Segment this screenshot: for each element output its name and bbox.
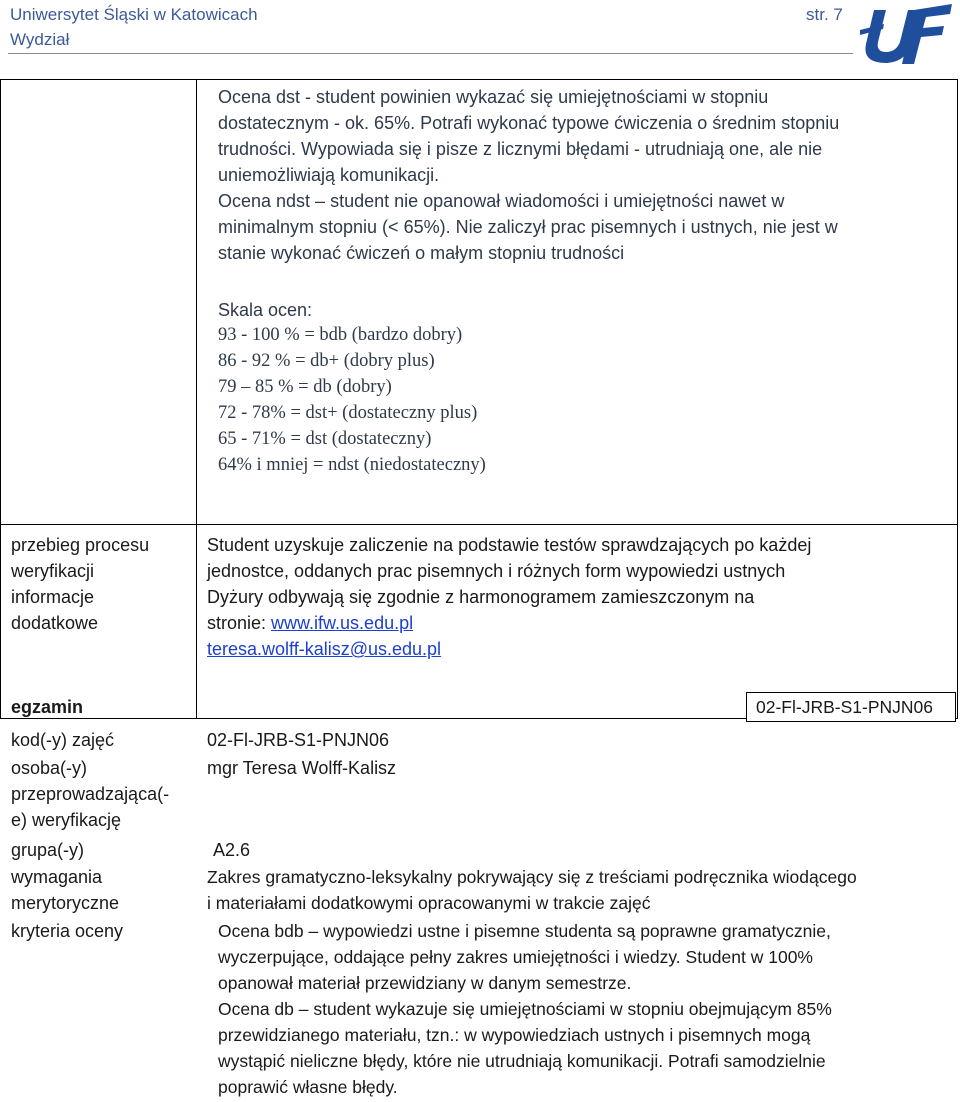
website-line <box>207 610 952 636</box>
table-border-right <box>957 79 958 719</box>
criteria-line: wyczerpujące, oddające pełny zakres umiejętności i wiedzy. Student w 100% <box>218 947 813 967</box>
additional-info-label: dodatkowe <box>11 613 99 633</box>
requirements-line: Zakres gramatyczno-leksykalny pokrywający się z treściami podręcznika wiodącego <box>207 867 857 887</box>
criteria-line: wystąpić nieliczne błędy, które nie utrudniają komunikacji. Potrafi samodzielnie <box>218 1051 826 1071</box>
exam-heading: egzamin <box>11 697 84 717</box>
page-number: str. 7 <box>806 5 843 24</box>
requirements-label <box>11 864 119 916</box>
description-line: trudności. Wypowiada się i pisze z licznymi błędami - utrudniają one, ale nie <box>218 139 823 159</box>
scale-item: 93 - 100 % = bdb (bardzo dobry) <box>218 325 463 345</box>
criteria-value <box>218 918 953 1100</box>
table-border-left <box>0 79 1 719</box>
description-line: stanie wykonać ćwiczeń o małym stopniu trudności <box>218 243 625 263</box>
criteria-line: przewidzianego materiału, tzn.: w wypowiedziach ustnych i pisemnych mogą <box>218 1025 811 1045</box>
description-line: Ocena ndst – student nie opanował wiadomości i umiejętności nawet w <box>218 191 785 211</box>
group-value: A2.6 <box>213 840 251 860</box>
website-link[interactable]: www.ifw.us.edu.pl <box>271 613 414 633</box>
table-column-divider <box>196 79 197 719</box>
additional-info-label: informacje <box>11 587 95 607</box>
table-divider-process <box>0 524 958 525</box>
group-label: grupa(-y) <box>11 840 85 860</box>
requirements-label-line: wymagania <box>11 867 103 887</box>
criteria-line: opanował materiał przewidziany w danym semestrze. <box>218 973 632 993</box>
requirements-value <box>207 864 957 916</box>
course-code-label: kod(-y) zajęć <box>11 730 115 750</box>
criteria-label: kryteria oceny <box>11 921 124 941</box>
scale-item: 65 - 71% = dst (dostateczny) <box>218 429 432 449</box>
examiner-label-line: osoba(-y) <box>11 758 88 778</box>
grading-scale-title: Skala ocen: <box>218 300 313 320</box>
scale-item: 64% i mniej = ndst (niedostateczny) <box>218 455 486 475</box>
criteria-line: Ocena db – student wykazuje się umiejętnościami w stopniu obejmującym 85% <box>218 999 832 1019</box>
faculty-name: Wydział <box>10 30 70 49</box>
examiner-value: mgr Teresa Wolff-Kalisz <box>207 758 397 778</box>
process-labels <box>11 532 191 636</box>
header-divider <box>8 53 853 54</box>
process-text: Student uzyskuje zaliczenie na podstawie testów sprawdzających po każdej <box>207 535 812 555</box>
process-label: weryfikacji <box>11 561 95 581</box>
website-prefix: stronie: <box>207 613 272 633</box>
table-border-top <box>0 79 958 80</box>
examiner-label <box>11 755 169 833</box>
examiner-label-line: e) weryfikację <box>11 810 122 830</box>
exam-code: 02-Fl-JRB-S1-PNJN06 <box>756 697 933 717</box>
process-label: przebieg procesu <box>11 535 150 555</box>
process-content <box>207 532 952 662</box>
university-logo-icon <box>856 0 956 68</box>
description-line: uniemożliwiają komunikacji. <box>218 165 440 185</box>
requirements-line: i materiałami dodatkowymi opracowanymi w trakcie zajęć <box>207 893 651 913</box>
scale-item: 72 - 78% = dst+ (dostateczny plus) <box>218 403 478 423</box>
course-code-value: 02-Fl-JRB-S1-PNJN06 <box>207 730 390 750</box>
description-line: Ocena dst - student powinien wykazać się umiejętnościami w stopniu <box>218 87 769 107</box>
process-text: jednostce, oddanych prac pisemnych i różnych form wypowiedzi ustnych <box>207 561 786 581</box>
scale-item: 86 - 92 % = db+ (dobry plus) <box>218 351 435 371</box>
email-line <box>207 636 952 662</box>
email-link[interactable]: teresa.wolff-kalisz@us.edu.pl <box>207 639 442 659</box>
office-hours-text: Dyżury odbywają się zgodnie z harmonogramem zamieszczonym na <box>207 587 755 607</box>
grading-scale <box>218 322 918 478</box>
grade-descriptions <box>218 84 948 266</box>
criteria-line: Ocena bdb – wypowiedzi ustne i pisemne studenta są poprawne gramatycznie, <box>218 921 831 941</box>
university-name: Uniwersytet Śląski w Katowicach <box>10 5 258 24</box>
scale-item: 79 – 85 % = db (dobry) <box>218 377 392 397</box>
description-line: minimalnym stopniu (< 65%). Nie zaliczył prac pisemnych i ustnych, nie jest w <box>218 217 838 237</box>
description-line: dostatecznym - ok. 65%. Potrafi wykonać typowe ćwiczenia o średnim stopniu <box>218 113 840 133</box>
exam-code-box <box>746 692 956 722</box>
examiner-label-line: przeprowadzająca(- <box>11 784 170 804</box>
requirements-label-line: merytoryczne <box>11 893 120 913</box>
criteria-line: poprawić własne błędy. <box>218 1077 398 1097</box>
